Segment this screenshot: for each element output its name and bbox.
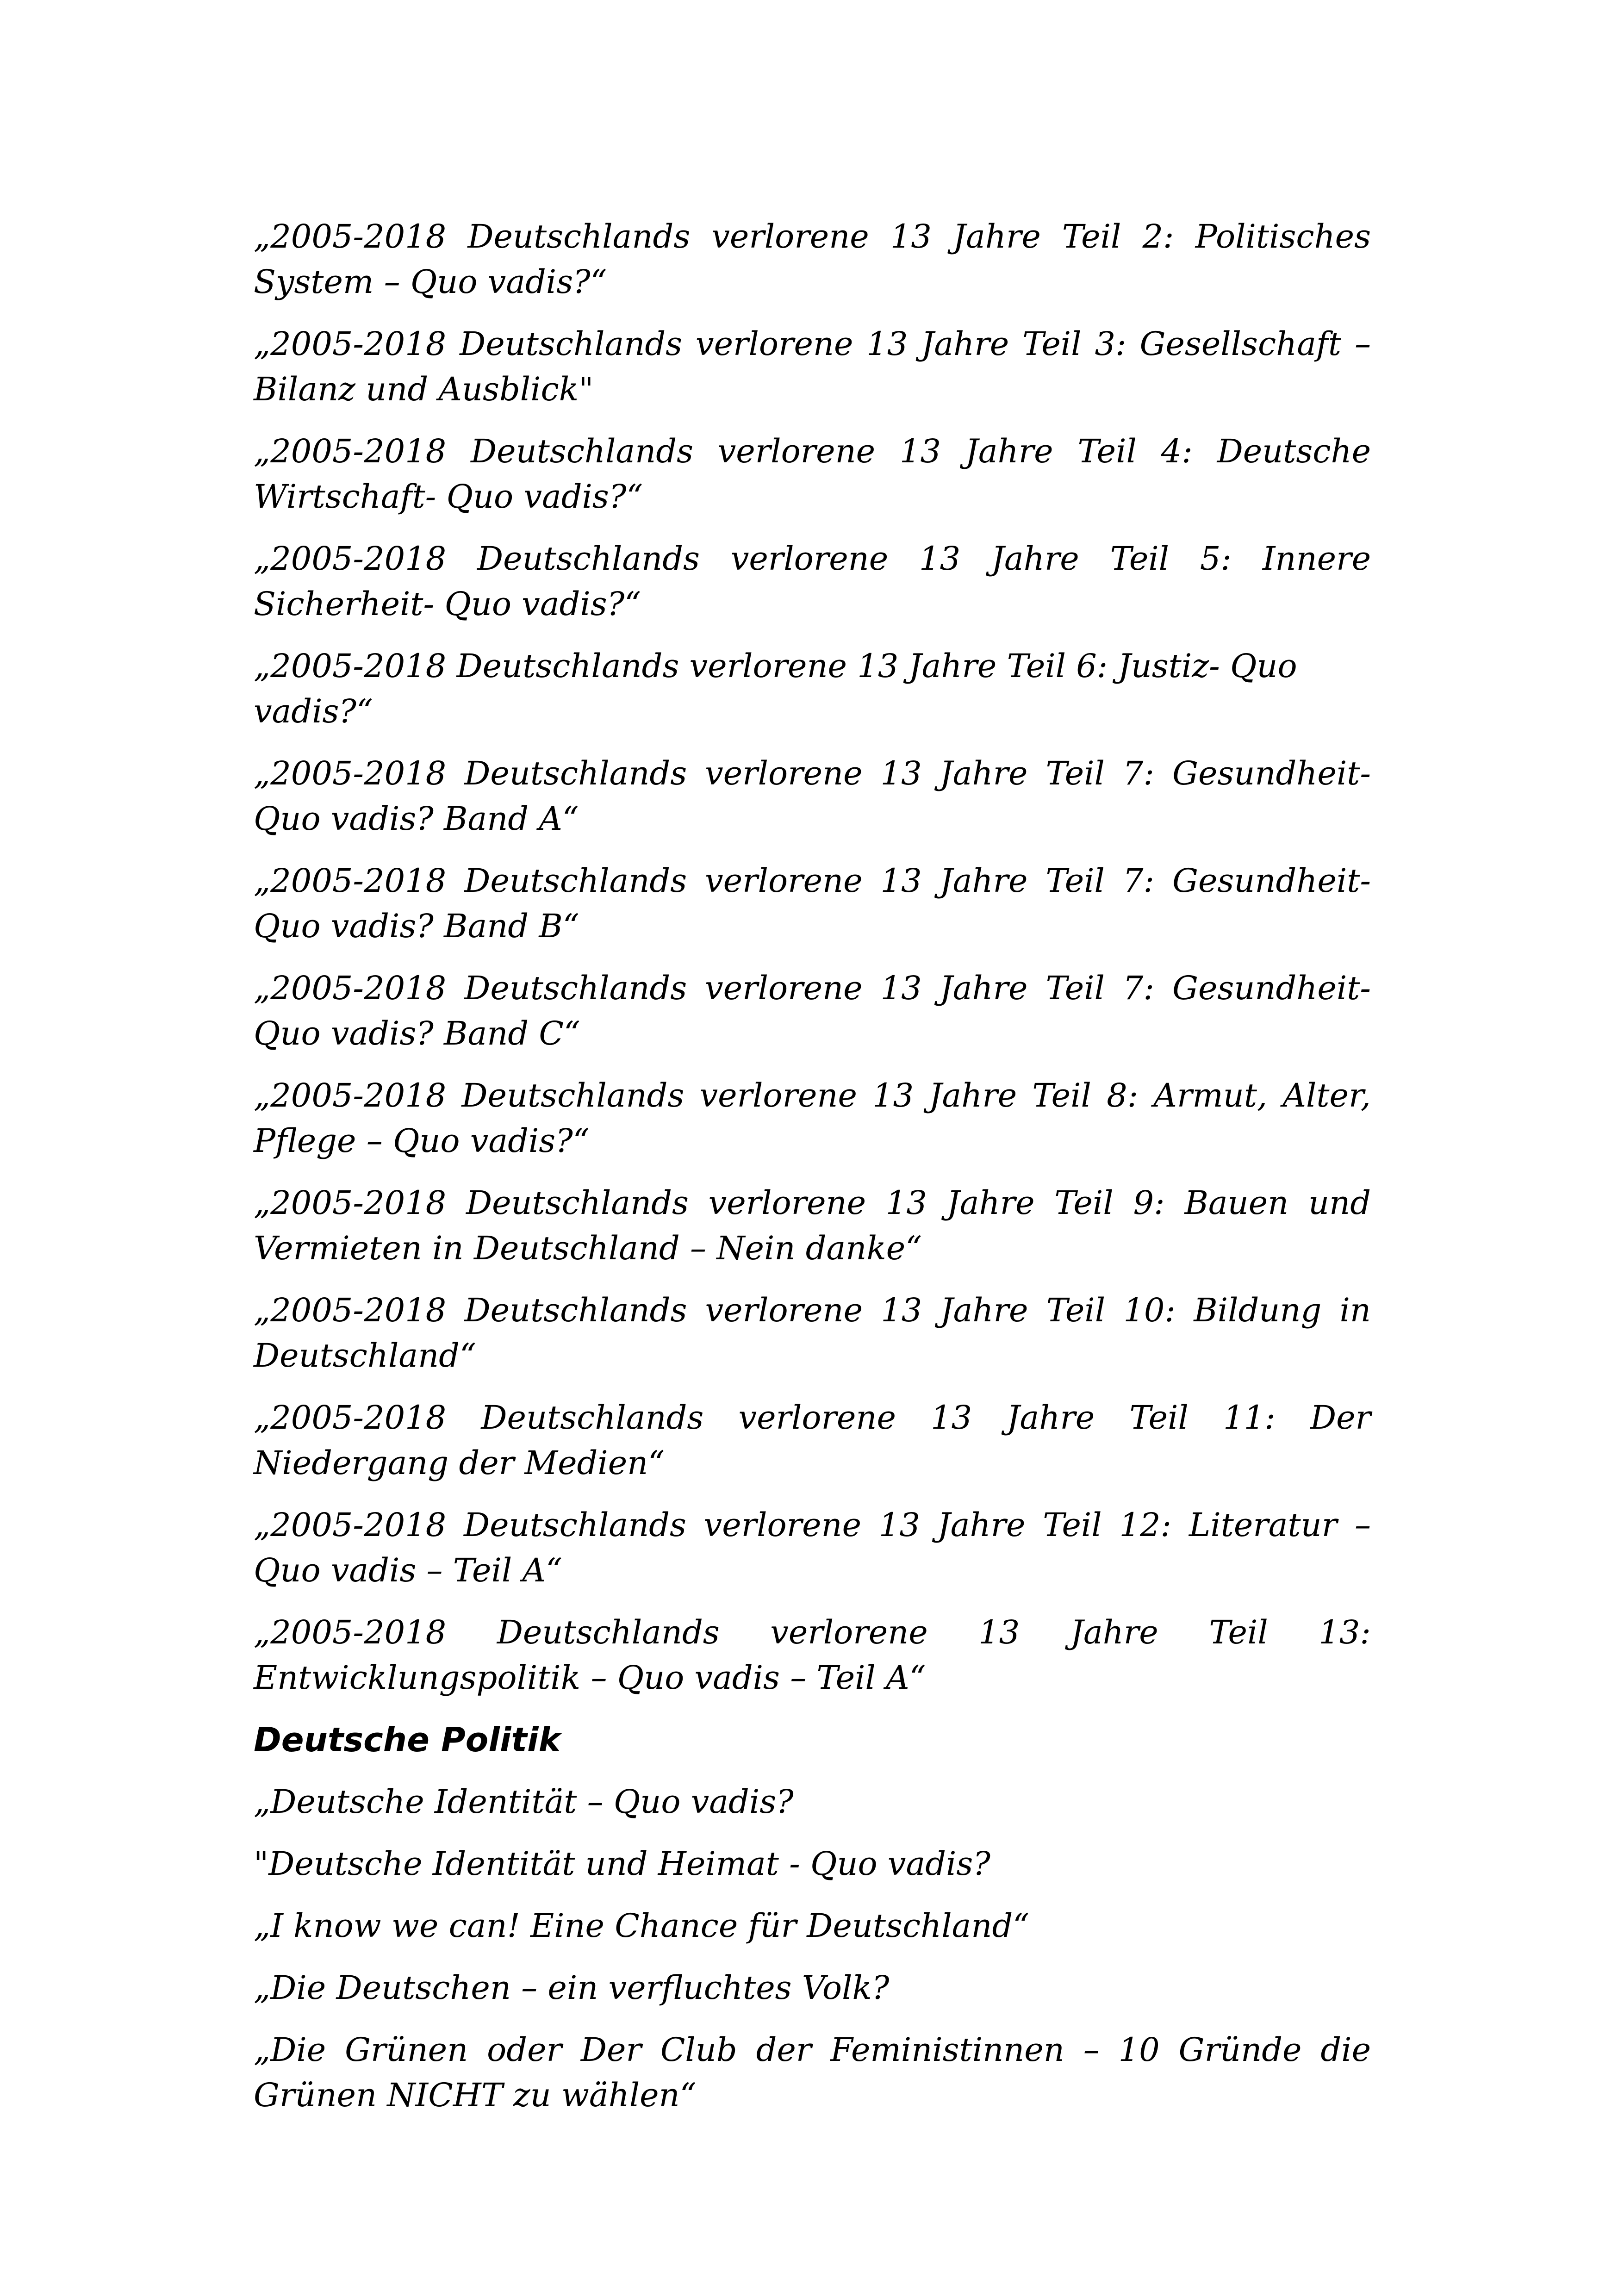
list-item: „2005-2018 Deutschlands verlorene 13 Jahre Teil 7: Gesundheit- Quo vadis? Band C“ bbox=[254, 969, 1371, 1052]
list-item: „Deutsche Identität – Quo vadis? bbox=[254, 1783, 794, 1821]
list-item: „2005-2018 Deutschlands verlorene 13 Jahre Teil 7: Gesundheit- Quo vadis? Band A“ bbox=[254, 754, 1371, 838]
list-item: „Die Grünen oder Der Club der Feministinnen – 10 Gründe die Grünen NICHT zu wählen“ bbox=[254, 2031, 1371, 2114]
list-item: „Die Deutschen – ein verfluchtes Volk? bbox=[254, 1969, 890, 2007]
list-item: „2005-2018 Deutschlands verlorene 13 Jahre Teil 7: Gesundheit- Quo vadis? Band B“ bbox=[254, 862, 1371, 945]
list-item: „I know we can! Eine Chance für Deutschland“ bbox=[254, 1907, 1030, 1945]
list-item: „2005-2018 Deutschlands verlorene 13 Jahre Teil 9: Bauen und Vermieten in Deutschland – Nein danke“ bbox=[254, 1184, 1371, 1267]
list-item: „2005-2018 Deutschlands verlorene 13 Jahre Teil 3: Gesellschaft – Bilanz und Ausblick" bbox=[254, 325, 1371, 408]
list-item: „2005-2018 Deutschlands verlorene 13 Jahre Teil 13: Entwicklungspolitik – Quo vadis – Teil A“ bbox=[254, 1613, 1371, 1697]
list-item: „2005-2018 Deutschlands verlorene 13 Jahre Teil 10: Bildung in Deutschland“ bbox=[254, 1291, 1371, 1375]
list-item: „2005-2018 Deutschlands verlorene 13 Jahre Teil 8: Armut, Alter, Pflege – Quo vadis?“ bbox=[254, 1076, 1371, 1160]
section-heading: Deutsche Politik bbox=[254, 1720, 561, 1759]
book-list bbox=[254, 214, 1371, 2134]
list-item: „2005-2018 Deutschlands verlorene 13 Jahre Teil 4: Deutsche Wirtschaft- Quo vadis?“ bbox=[254, 432, 1371, 516]
list-item: „2005-2018 Deutschlands verlorene 13 Jahre Teil 6: Justiz- Quo vadis?“ bbox=[254, 647, 1297, 730]
list-item: „2005-2018 Deutschlands verlorene 13 Jahre Teil 2: Politisches System – Quo vadis?“ bbox=[254, 218, 1371, 301]
list-item: "Deutsche Identität und Heimat - Quo vadis? bbox=[254, 1845, 990, 1883]
list-item: „2005-2018 Deutschlands verlorene 13 Jahre Teil 5: Innere Sicherheit- Quo vadis?“ bbox=[254, 540, 1371, 623]
list-item: „2005-2018 Deutschlands verlorene 13 Jahre Teil 11: Der Niedergang der Medien“ bbox=[254, 1399, 1371, 1482]
list-item: „2005-2018 Deutschlands verlorene 13 Jahre Teil 12: Literatur – Quo vadis – Teil A“ bbox=[254, 1506, 1371, 1589]
